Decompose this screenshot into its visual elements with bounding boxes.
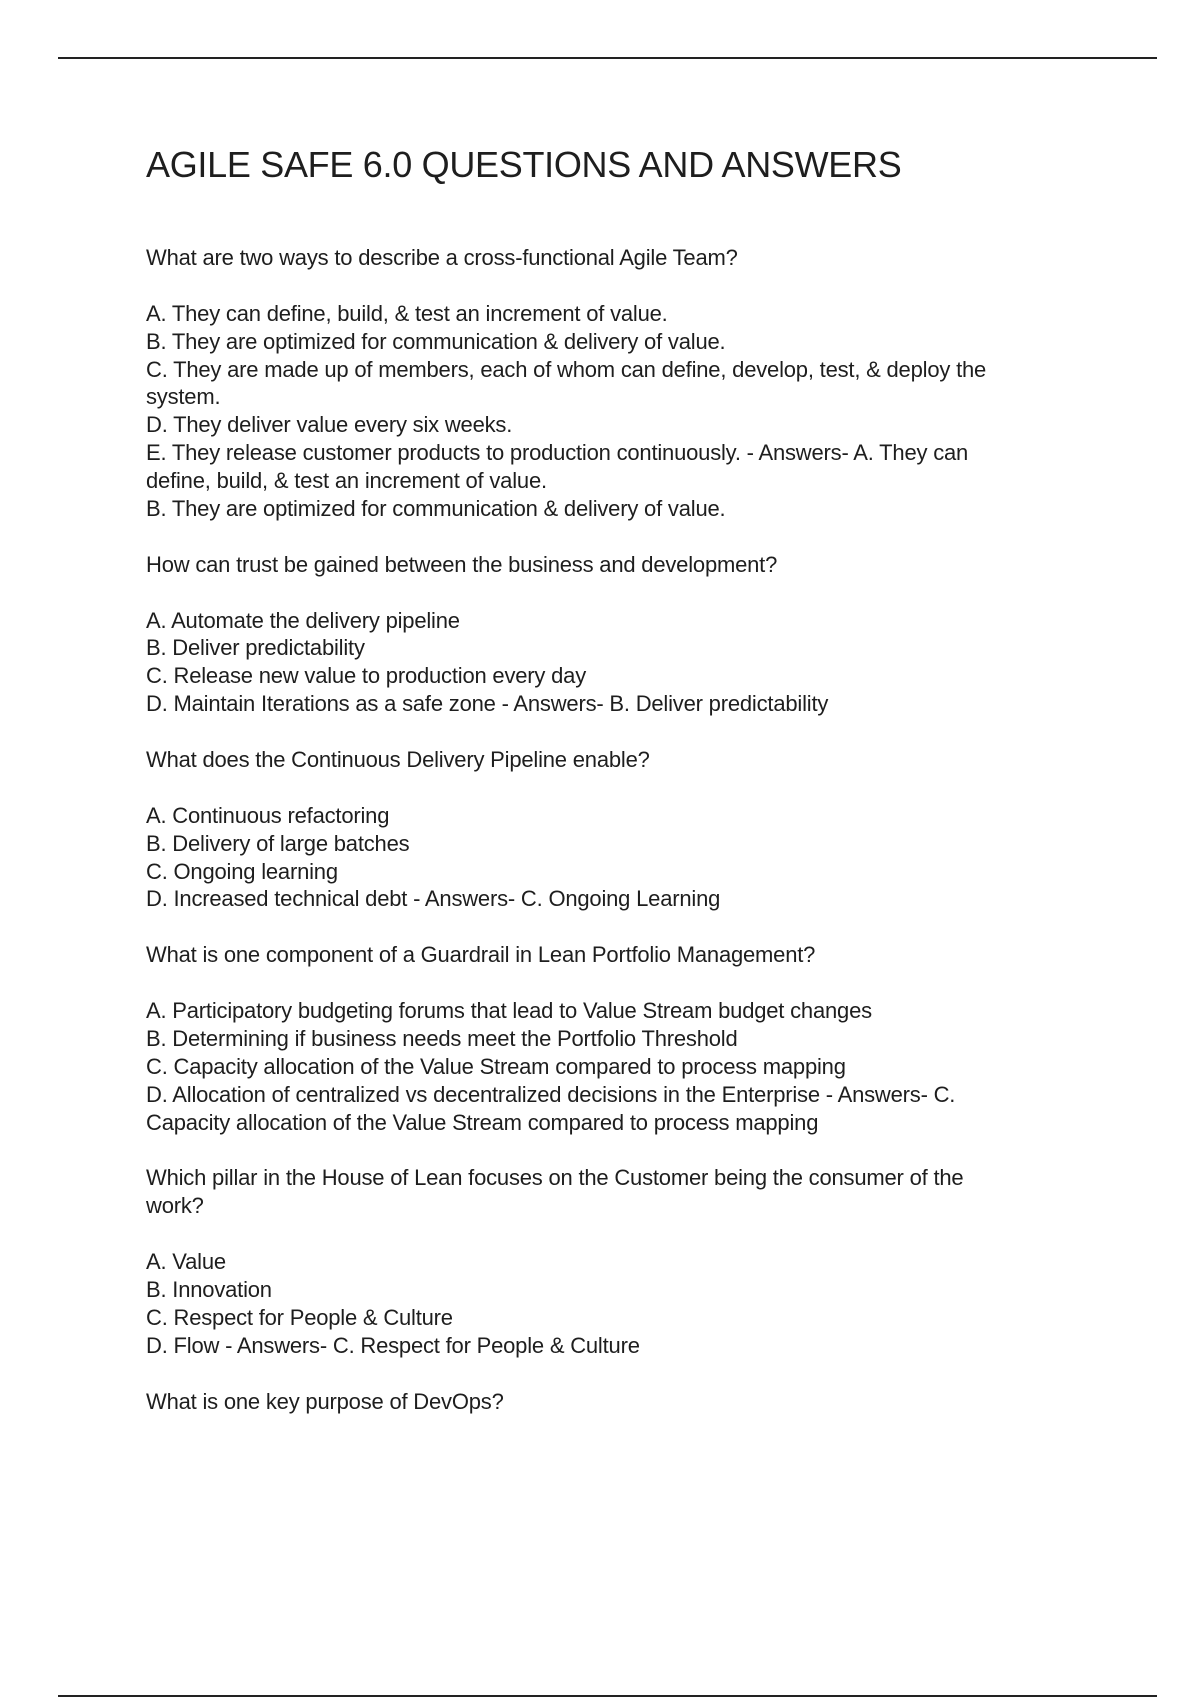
answer-line: B. They are optimized for communication & delivery of value. xyxy=(146,328,726,354)
answer-line: C. Release new value to production every day xyxy=(146,663,587,689)
answer-line: C. Respect for People & Culture xyxy=(146,1304,453,1330)
answer-line: C. Ongoing learning xyxy=(146,858,338,884)
answer-line: A. They can define, build, & test an increment of value. xyxy=(146,300,668,326)
question-text: What is one component of a Guardrail in Lean Portfolio Management? xyxy=(146,942,816,968)
document-title: AGILE SAFE 6.0 QUESTIONS AND ANSWERS xyxy=(146,144,902,185)
spacer xyxy=(146,1415,986,1443)
answer-line: C. They are made up of members, each of whom can define, develop, test, & deploy the xyxy=(146,356,987,382)
answer-line: E. They release customer products to production continuously. - Answers- A. They can xyxy=(146,440,969,466)
question-text: Which pillar in the House of Lean focuses on the Customer being the consumer of the xyxy=(146,1165,964,1191)
spacer xyxy=(146,774,986,802)
answer-line: define, build, & test an increment of value. xyxy=(146,468,547,494)
document-body xyxy=(146,244,986,1443)
answer-line: B. Innovation xyxy=(146,1276,272,1302)
answer-line: B. They are optimized for communication & delivery of value. xyxy=(146,496,726,522)
spacer xyxy=(146,523,986,551)
question-text: What is one key purpose of DevOps? xyxy=(146,1388,504,1414)
question-text: How can trust be gained between the business and development? xyxy=(146,551,778,577)
footer-rule xyxy=(58,1695,1157,1697)
answer-line: A. Value xyxy=(146,1249,226,1275)
answer-line: A. Automate the delivery pipeline xyxy=(146,607,460,633)
spacer xyxy=(146,579,986,607)
question-text: What does the Continuous Delivery Pipeline enable? xyxy=(146,747,650,773)
question-text: work? xyxy=(146,1193,204,1219)
answer-line: D. Flow - Answers- C. Respect for People & Culture xyxy=(146,1332,640,1358)
header-rule xyxy=(58,57,1157,59)
answer-line: B. Delivery of large batches xyxy=(146,830,410,856)
answer-line: B. Determining if business needs meet the Portfolio Threshold xyxy=(146,1025,738,1051)
answer-line: D. Maintain Iterations as a safe zone - Answers- B. Deliver predictability xyxy=(146,691,829,717)
spacer xyxy=(146,1360,986,1388)
spacer xyxy=(146,718,986,746)
answer-line: C. Capacity allocation of the Value Stream compared to process mapping xyxy=(146,1053,846,1079)
spacer xyxy=(146,969,986,997)
answer-line: B. Deliver predictability xyxy=(146,635,365,661)
answer-line: D. They deliver value every six weeks. xyxy=(146,412,513,438)
answer-line: Capacity allocation of the Value Stream compared to process mapping xyxy=(146,1109,819,1135)
answer-line: A. Participatory budgeting forums that lead to Value Stream budget changes xyxy=(146,998,872,1024)
spacer xyxy=(146,913,986,941)
answer-line: D. Increased technical debt - Answers- C. Ongoing Learning xyxy=(146,886,721,912)
spacer xyxy=(146,272,986,300)
spacer xyxy=(146,1137,986,1165)
answer-line: A. Continuous refactoring xyxy=(146,802,390,828)
answer-line: D. Allocation of centralized vs decentralized decisions in the Enterprise - Answers- C. xyxy=(146,1081,956,1107)
question-text: What are two ways to describe a cross-functional Agile Team? xyxy=(146,245,738,270)
spacer xyxy=(146,1220,986,1248)
answer-line: system. xyxy=(146,384,221,410)
